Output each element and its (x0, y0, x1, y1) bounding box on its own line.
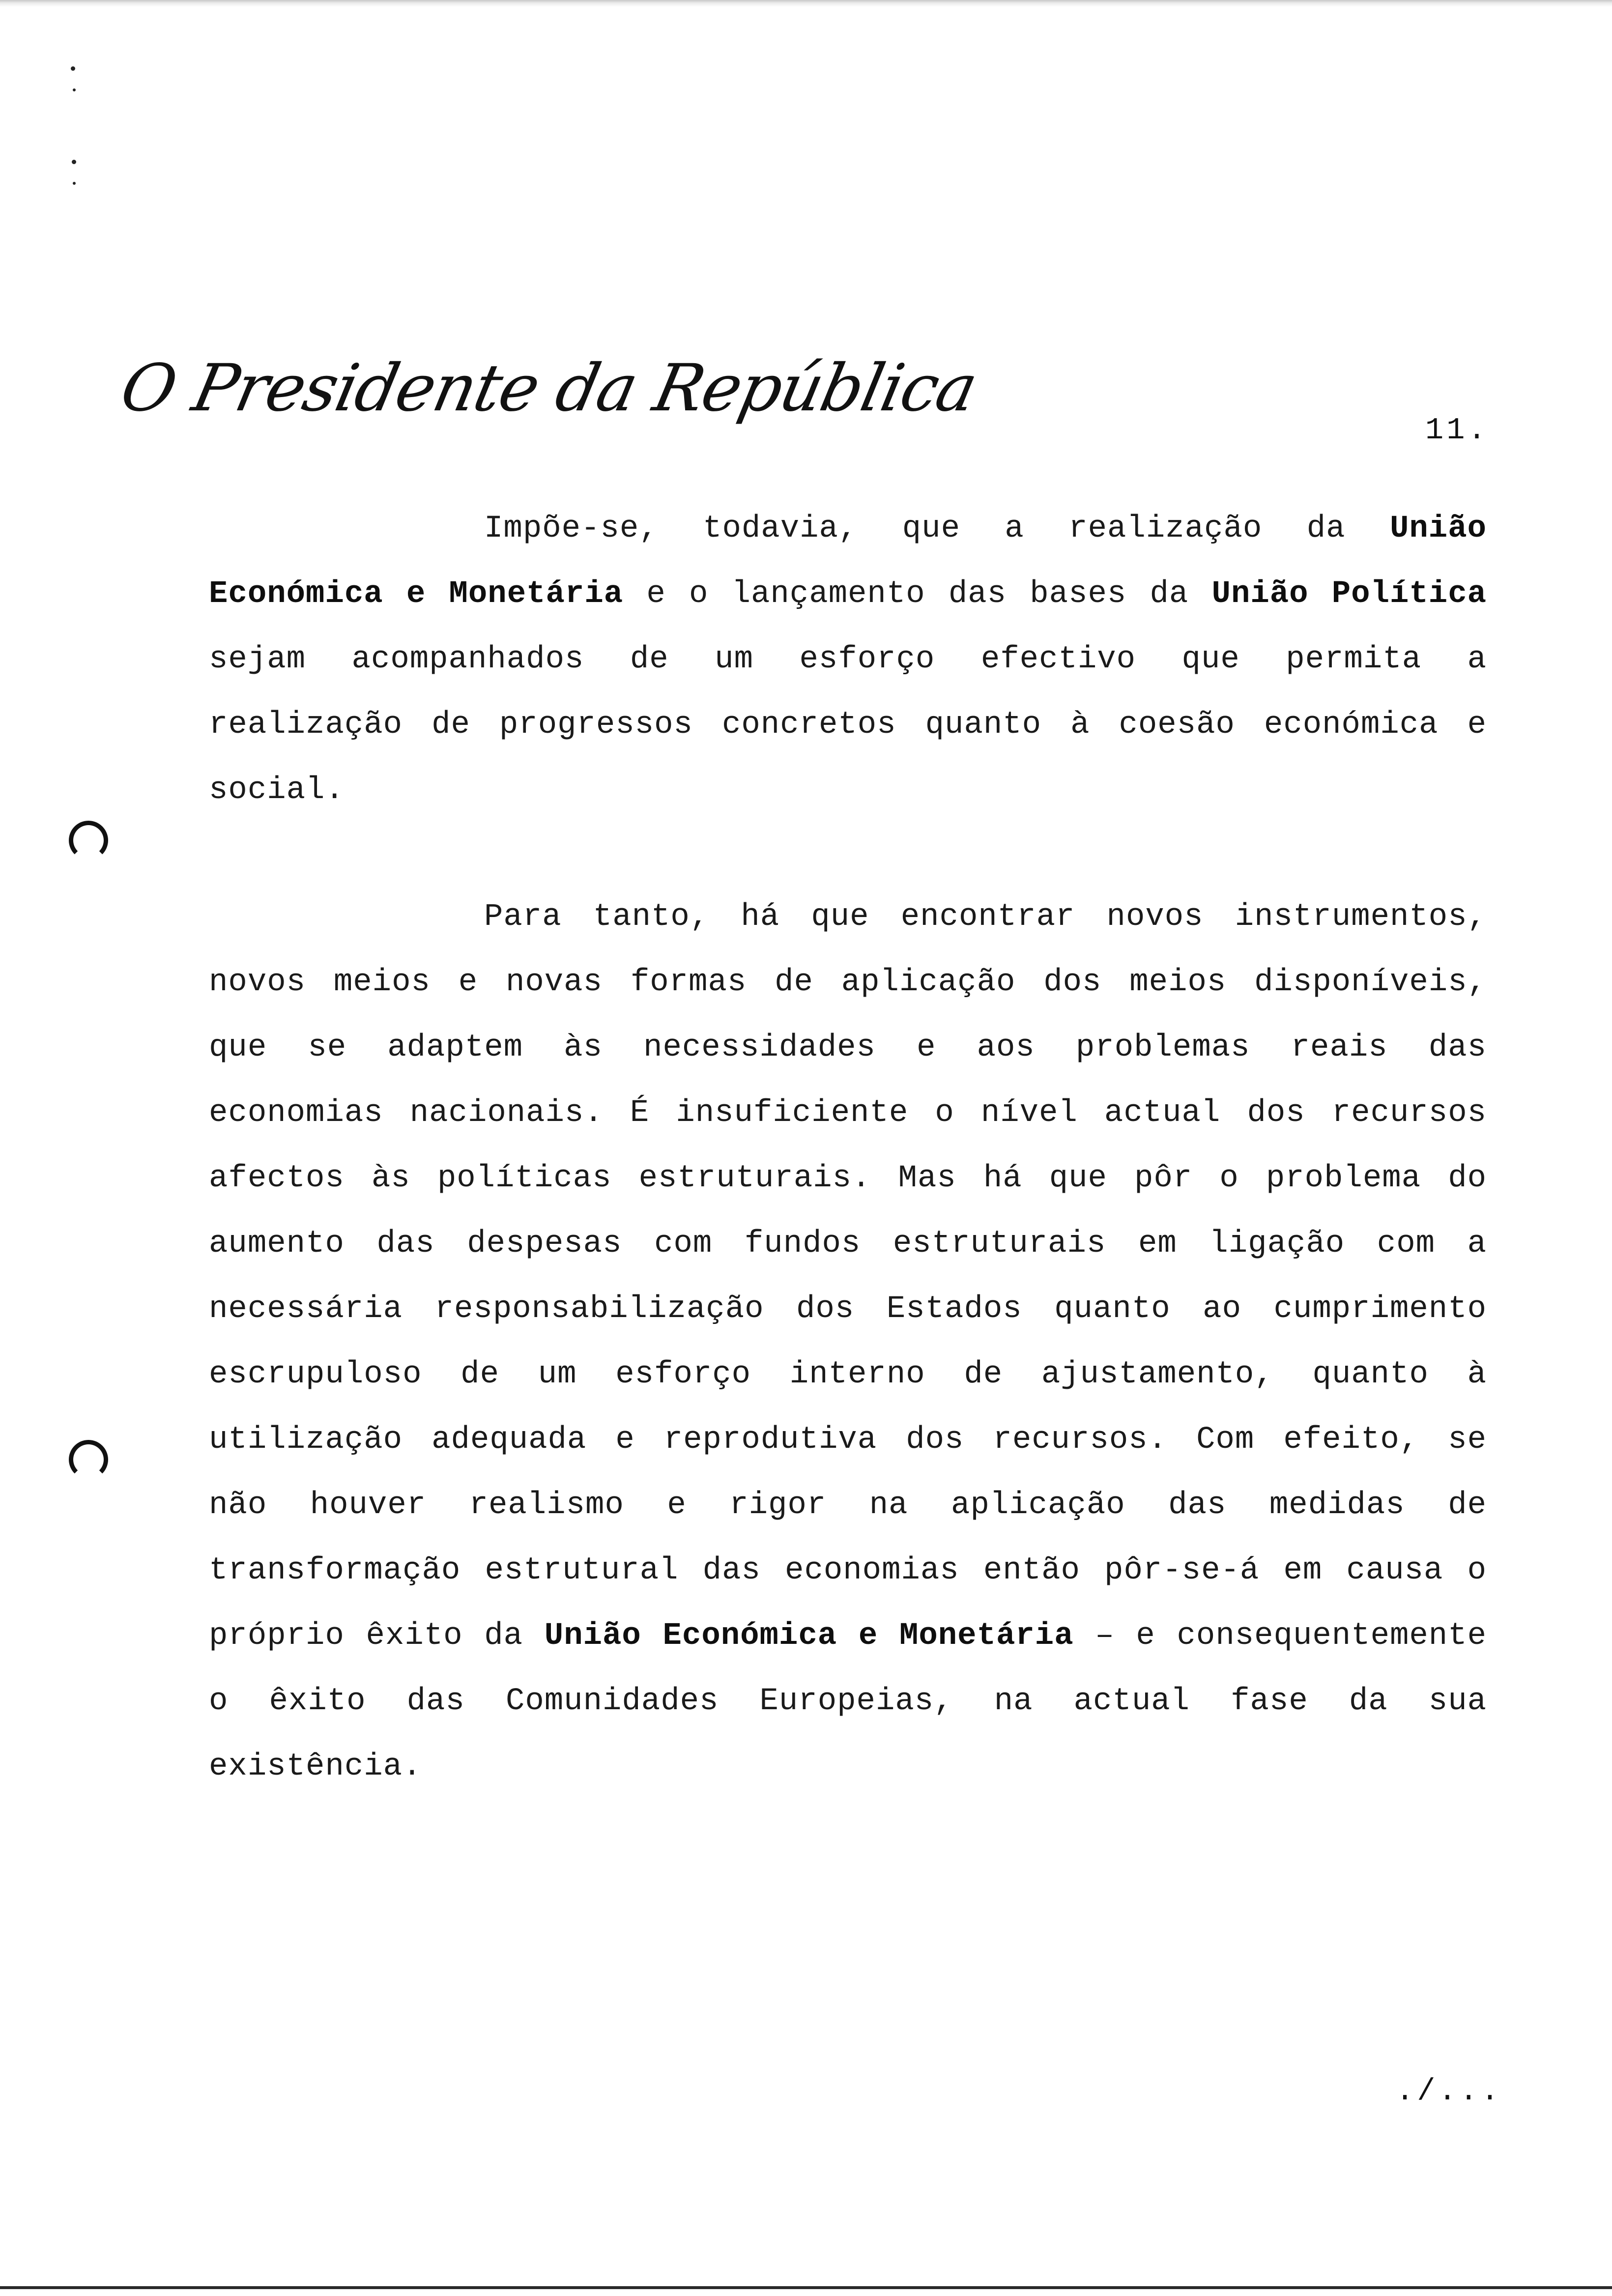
page-number: 11. (1425, 413, 1489, 448)
scan-top-edge (0, 0, 1612, 7)
paragraph-1-bold-term: União Económica e Monetária (209, 511, 1487, 612)
paragraph-1-text: e o lançamento das bases da (623, 576, 1212, 612)
paragraph-1 (209, 496, 1487, 823)
paragraph-2-text: – e consequentemente o êxito das Comunidades Europeias, na actual fase da sua existência. (209, 1618, 1487, 1784)
scan-bottom-edge (0, 2286, 1612, 2289)
punch-hole-mark (69, 1440, 108, 1479)
paragraph-2-bold-term: União Económica e Monetária (544, 1618, 1074, 1654)
paragraph-1-text: Impõe-se, todavia, que a realização da (484, 511, 1390, 546)
letterhead-text: O Presidente da República (114, 350, 983, 426)
scan-speck (73, 182, 76, 185)
paragraph-1-bold-term: União Política (1211, 576, 1487, 612)
scan-speck (72, 160, 76, 164)
continuation-mark: ./... (1396, 2074, 1502, 2109)
scan-speck (71, 66, 75, 71)
scan-speck (73, 88, 76, 91)
letterhead (113, 344, 983, 432)
punch-hole-mark (69, 821, 108, 860)
paragraph-2-text: Para tanto, há que encontrar novos instrumentos, novos meios e novas formas de aplicação dos meios disponíveis, que se adaptem às necessidades e aos problemas reais das economias nacionais. É insuficiente o nível actual dos recursos afectos às políticas estruturais. Mas há que pôr o problema do aumento das despesas com fundos estruturais em ligação com a necessária responsabilização dos Estados quanto ao cumprimento escrupuloso de um esforço interno de ajustamento, quanto à utilização adequada e reprodutiva dos recursos. Com efeito, se não houver realismo e rigor na aplicação das medidas de transformação estrutural das economias então pôr-se-á em causa o próprio êxito da (209, 899, 1487, 1654)
paragraph-1-text: sejam acompanhados de um esforço efectivo que permita a realização de progressos concretos quanto à coesão económica e social. (209, 642, 1487, 808)
paragraph-2 (209, 885, 1487, 1800)
